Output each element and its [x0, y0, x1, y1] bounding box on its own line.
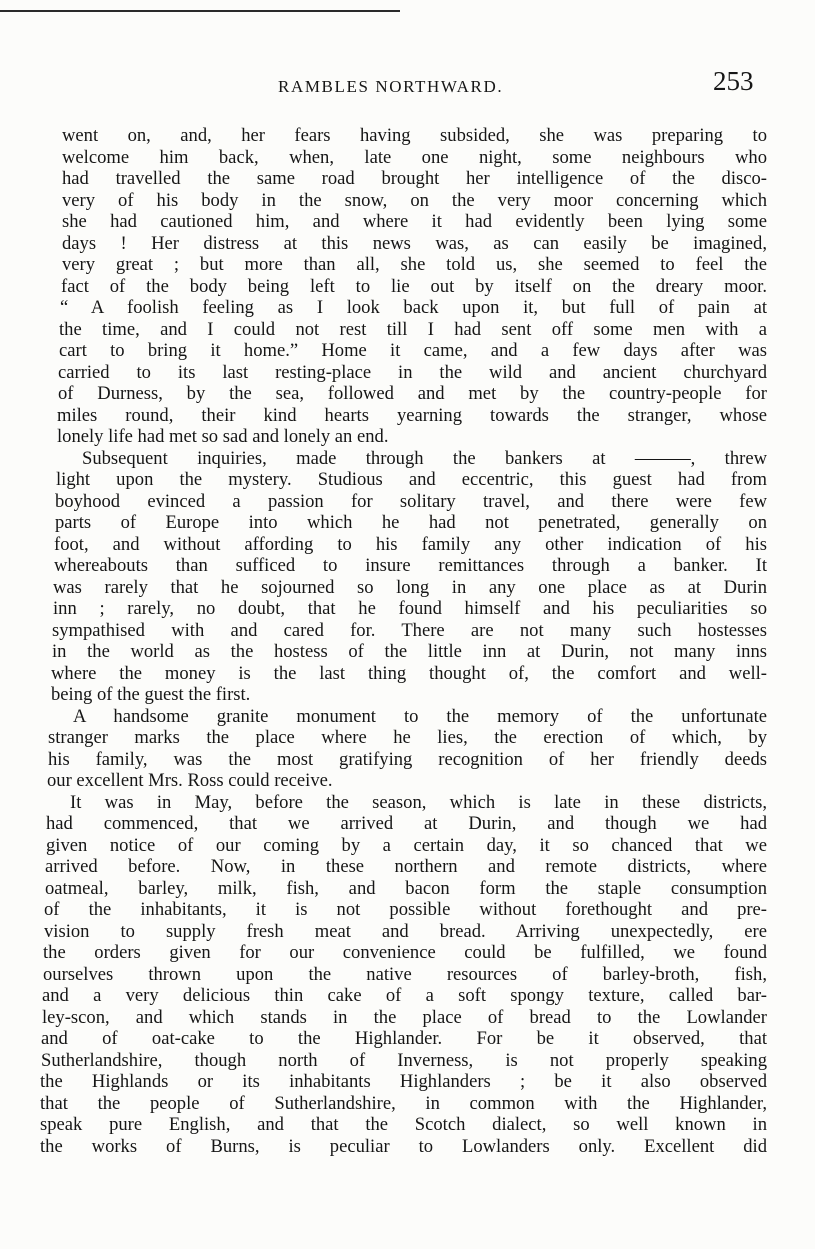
text-line: of the inhabitants, it is not possible without forethought and pre-	[44, 899, 767, 920]
text-line: welcome him back, when, late one night, some neighbours who	[62, 146, 767, 168]
text-line: A handsome granite monument to the memory of the unfortunate	[73, 705, 767, 727]
text-line: fact of the body being left to lie out by itself on the dreary moor.	[61, 275, 767, 297]
text-line: she had cautioned him, and where it had evidently been lying some	[62, 211, 767, 232]
text-line: cart to bring it home.” Home it came, and a few days after was	[59, 340, 767, 361]
text-line: very great ; but more than all, she told us, she seemed to feel the	[62, 254, 767, 275]
text-line: carried to its last resting-place in the wild and ancient churchyard	[58, 361, 767, 383]
text-line: the Highlands or its inhabitants Highlanders ; be it also observed	[40, 1071, 767, 1092]
page-number: 253	[713, 66, 754, 96]
text-line: foot, and without affording to his family any other indication of his	[54, 533, 767, 555]
text-line: in the world as the hostess of the little inn at Durin, not many inns	[52, 641, 767, 662]
text-line: It was in May, before the season, which is late in these districts,	[70, 791, 767, 813]
text-line: the time, and I could not rest till I had sent off some men with a	[59, 318, 767, 340]
text-line: sympathised with and cared for. There are not many such hostesses	[52, 619, 767, 641]
text-line: miles round, their kind hearts yearning towards the stranger, whose	[57, 404, 767, 426]
text-line: speak pure English, and that the Scotch dialect, so well known in	[40, 1114, 767, 1135]
text-line: our excellent Mrs. Ross could receive.	[47, 770, 333, 791]
text-line: and of oat-cake to the Highlander. For be it observed, that	[41, 1028, 767, 1049]
running-title: RAMBLES NORTHWARD.	[278, 77, 504, 96]
text-line: Subsequent inquiries, made through the bankers at ———, threw	[82, 447, 767, 469]
text-line: parts of Europe into which he had not penetrated, generally on	[55, 512, 767, 533]
text-line: vision to supply fresh meat and bread. Arriving unexpectedly, ere	[44, 920, 767, 942]
text-line: arrived before. Now, in these northern and remote districts, where	[45, 856, 767, 877]
text-line: lonely life had met so sad and lonely an end.	[57, 426, 389, 447]
text-line: had commenced, that we arrived at Durin, and though we had	[46, 813, 767, 834]
text-line: being of the guest the first.	[51, 684, 251, 705]
text-line: the works of Burns, is peculiar to Lowlanders only. Excellent did	[40, 1135, 767, 1157]
page-header	[0, 66, 815, 106]
body-text	[40, 125, 767, 1157]
top-rule	[0, 10, 400, 12]
text-line: given notice of our coming by a certain day, it so chanced that we	[46, 834, 767, 856]
text-line: was rarely that he sojourned so long in any one place as at Durin	[53, 576, 767, 598]
text-line: inn ; rarely, no doubt, that he found himself and his peculiarities so	[53, 598, 767, 619]
text-line: whereabouts than sufficed to insure remittances through a banker. It	[54, 555, 767, 576]
text-line: had travelled the same road brought her intelligence of the disco-	[62, 168, 767, 189]
text-line: ley-scon, and which stands in the place of bread to the Lowlander	[42, 1006, 767, 1028]
text-line: where the money is the last thing thought of, the comfort and well-	[51, 662, 767, 684]
text-line: Sutherlandshire, though north of Inverness, is not properly speaking	[41, 1049, 767, 1071]
text-line: light upon the mystery. Studious and eccentric, this guest had from	[56, 469, 767, 490]
text-line: oatmeal, barley, milk, fish, and bacon form the staple consumption	[45, 877, 767, 899]
text-line: stranger marks the place where he lies, the erection of which, by	[48, 727, 767, 748]
text-line: and a very delicious thin cake of a soft spongy texture, called bar-	[42, 985, 767, 1006]
text-line: days ! Her distress at this news was, as can easily be imagined,	[62, 232, 767, 254]
text-line: that the people of Sutherlandshire, in common with the Highlander,	[40, 1092, 767, 1114]
text-line: the orders given for our convenience could be fulfilled, we found	[43, 942, 767, 963]
text-line: of Durness, by the sea, followed and met by the country-people for	[58, 383, 767, 404]
text-line: very of his body in the snow, on the very moor concerning which	[62, 189, 767, 211]
text-line: his family, was the most gratifying recognition of her friendly deeds	[48, 748, 767, 770]
text-line: went on, and, her fears having subsided, she was preparing to	[62, 125, 767, 146]
text-line: boyhood evinced a passion for solitary travel, and there were few	[55, 490, 767, 512]
text-line: “ A foolish feeling as I look back upon it, but full of pain at	[60, 297, 767, 318]
text-line: ourselves thrown upon the native resources of barley-broth, fish,	[43, 963, 767, 985]
